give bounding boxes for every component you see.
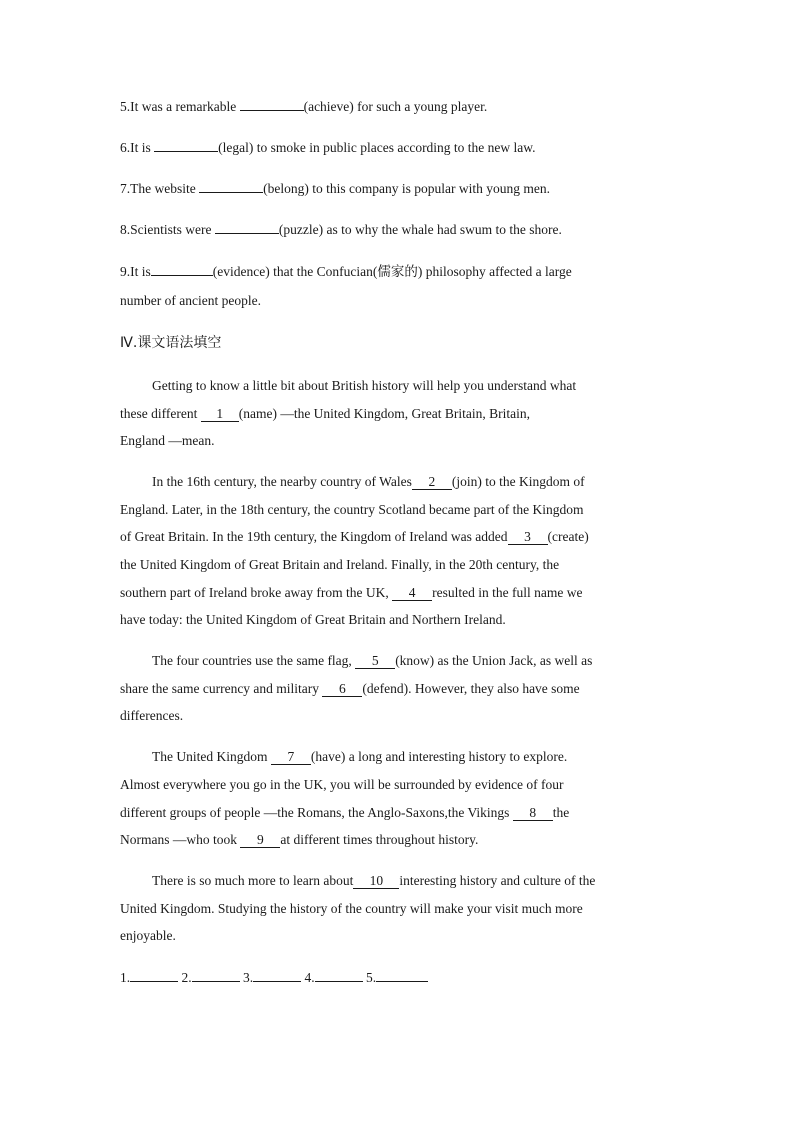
passage-p2-line: have today: the United Kingdom of Great Britain and Northern Ireland. — [120, 612, 506, 627]
blank-6[interactable]: 6 — [322, 681, 362, 697]
answer-label: 1. — [120, 970, 131, 985]
passage-p5-line: United Kingdom. Studying the history of the country will make your visit much more — [120, 901, 583, 916]
blank-5[interactable]: 5 — [355, 653, 395, 669]
passage-p2-line: of Great Britain. In the 19th century, the Kingdom of Ireland was added 3 (create) — [120, 529, 589, 544]
answer-label: 2. — [181, 970, 192, 985]
passage-p5-line: enjoyable. — [120, 928, 176, 943]
blank-7[interactable]: 7 — [271, 749, 311, 765]
answer-blank[interactable] — [240, 97, 304, 111]
answer-label: 4. — [304, 970, 315, 985]
passage-p3-line: differences. — [120, 708, 184, 723]
answer-label: 3. — [243, 970, 254, 985]
exercise-5: 5.It was a remarkable (achieve) for such a young player. — [120, 99, 488, 114]
passage-p3-line: The four countries use the same flag, 5 (know) as the Union Jack, as well as — [152, 653, 593, 668]
answer-blank[interactable] — [253, 968, 301, 982]
answer-blank[interactable] — [154, 138, 218, 152]
blank-1[interactable]: 1 — [201, 406, 239, 422]
answer-blank[interactable] — [376, 968, 428, 982]
answer-blank[interactable] — [315, 968, 363, 982]
blank-9[interactable]: 9 — [240, 832, 280, 848]
passage-p2-line: the United Kingdom of Great Britain and Ireland. Finally, in the 20th century, the — [120, 557, 560, 572]
passage-p4-line: Normans —who took 9 at different times throughout history. — [120, 832, 479, 847]
passage-p1-line: Getting to know a little bit about British history will help you understand what — [152, 378, 577, 393]
blank-3[interactable]: 3 — [508, 529, 548, 545]
passage-p2-line: In the 16th century, the nearby country of Wales 2 (join) to the Kingdom of — [152, 474, 585, 489]
exercise-8: 8.Scientists were (puzzle) as to why the whale had swum to the shore. — [120, 222, 562, 237]
answer-blank[interactable] — [215, 220, 279, 234]
blank-10[interactable]: 10 — [353, 873, 399, 889]
passage-p5-line: There is so much more to learn about 10 interesting history and culture of the — [152, 873, 596, 888]
exercise-9-continued: number of ancient people. — [120, 293, 261, 308]
passage-p4-line: different groups of people —the Romans, the Anglo-Saxons,the Vikings 8 the — [120, 805, 570, 820]
exercise-6: 6.It is (legal) to smoke in public places according to the new law. — [120, 140, 536, 155]
blank-4[interactable]: 4 — [392, 585, 432, 601]
answer-blank[interactable] — [130, 968, 178, 982]
passage-p2-line: southern part of Ireland broke away from the UK, 4 resulted in the full name we — [120, 585, 583, 600]
answer-label: 5. — [366, 970, 377, 985]
answer-blank[interactable] — [192, 968, 240, 982]
passage-p1-line: England —mean. — [120, 433, 215, 448]
passage-p4-line: The United Kingdom 7 (have) a long and interesting history to explore. — [152, 749, 568, 764]
answer-line — [120, 968, 428, 987]
passage-p3-line: share the same currency and military 6 (defend). However, they also have some — [120, 681, 580, 696]
blank-2[interactable]: 2 — [412, 474, 452, 490]
exercise-9: 9.It is (evidence) that the Confucian(儒家的) philosophy affected a large — [120, 264, 572, 280]
blank-8[interactable]: 8 — [513, 805, 553, 821]
passage-p4-line: Almost everywhere you go in the UK, you will be surrounded by evidence of four — [120, 777, 564, 792]
passage-p2-line: England. Later, in the 18th century, the country Scotland became part of the Kingdom — [120, 502, 584, 517]
exercise-7: 7.The website (belong) to this company is popular with young men. — [120, 181, 550, 196]
section-title: Ⅳ.课文语法填空 — [120, 335, 222, 351]
answer-blank[interactable] — [199, 179, 263, 193]
passage-p1-line: these different 1 (name) —the United Kingdom, Great Britain, Britain, — [120, 406, 531, 421]
answer-blank[interactable] — [151, 262, 213, 276]
